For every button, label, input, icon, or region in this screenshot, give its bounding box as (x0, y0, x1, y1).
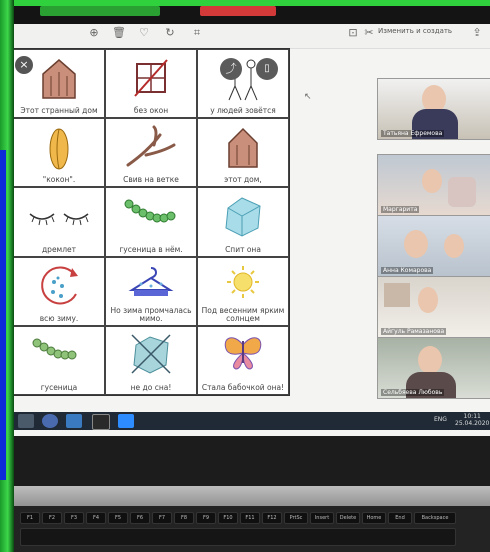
card-11 (105, 257, 197, 326)
participant-name: Татьяна Ефремова (383, 130, 443, 137)
key[interactable]: PrtSc (284, 512, 308, 524)
participant-tile-2[interactable] (377, 154, 490, 216)
top-bar-green-tab[interactable] (40, 6, 160, 16)
card-4 (13, 118, 105, 187)
participant-name: Сельбяева Любовь (383, 389, 443, 396)
house-icon (223, 125, 263, 169)
card-14 (105, 326, 197, 395)
key[interactable]: F6 (130, 512, 150, 524)
card-13 (13, 326, 105, 395)
ice-cube-icon (220, 194, 266, 238)
card-7 (13, 187, 105, 256)
card-caption: всю зиму. (39, 313, 79, 323)
key[interactable]: F10 (218, 512, 238, 524)
clock-date: 25.04.2020 (455, 420, 490, 427)
key[interactable]: F5 (108, 512, 128, 524)
sun-icon (223, 264, 263, 300)
key[interactable]: F2 (42, 512, 62, 524)
participant-tile-1[interactable] (377, 78, 490, 140)
edit-create-button[interactable]: Изменить и создать (378, 27, 453, 35)
card-15 (197, 326, 289, 395)
card-caption: не до сна! (130, 382, 172, 392)
key[interactable]: F11 (240, 512, 260, 524)
card-caption: Этот странный дом (20, 106, 98, 116)
crossed-cube-icon (128, 333, 174, 375)
card-caption: Стала бабочкой она! (201, 382, 285, 392)
zoom-icon[interactable]: ⊕ (89, 26, 99, 39)
card-1 (13, 49, 105, 118)
cycle-icon (36, 264, 82, 310)
mouse-cursor-icon: ↖ (304, 92, 312, 102)
crossed-window-icon (131, 56, 171, 100)
closed-eyes-icon (26, 202, 92, 232)
house-icon (39, 56, 79, 100)
participant-face (418, 287, 438, 313)
photos-app-icon[interactable] (66, 414, 82, 428)
yandex-browser-icon[interactable] (42, 414, 58, 428)
crop-icon[interactable]: ⌗ (193, 26, 201, 39)
background-picture (384, 283, 410, 307)
key[interactable]: F7 (152, 512, 172, 524)
key[interactable]: F8 (174, 512, 194, 524)
taskbar-clock[interactable] (455, 413, 489, 427)
windows-taskbar (14, 412, 490, 430)
participant-name: Маргарита (383, 206, 418, 213)
key[interactable]: F4 (86, 512, 106, 524)
key[interactable]: F12 (262, 512, 282, 524)
background-toy (448, 177, 476, 207)
key[interactable]: Delete (336, 512, 360, 524)
card-9 (197, 187, 289, 256)
key[interactable]: Insert (310, 512, 334, 524)
picture-card-grid (12, 48, 290, 396)
card-caption: Спит она (225, 244, 261, 254)
card-10 (13, 257, 105, 326)
bookmark-icon[interactable]: ▯ (256, 58, 278, 80)
participant-face (418, 346, 442, 374)
participant-tile-4[interactable] (377, 276, 490, 338)
participant-face (404, 230, 428, 258)
edit-create-icon[interactable]: ✂ (364, 26, 374, 39)
key[interactable]: Backspace (414, 512, 456, 524)
caterpillar-icon (121, 194, 181, 234)
key[interactable]: F9 (196, 512, 216, 524)
card-caption: гусеница в нём. (119, 244, 183, 254)
laptop-bezel (14, 436, 490, 488)
card-caption: без окон (133, 106, 169, 116)
card-3 (197, 49, 289, 118)
rotate-icon[interactable]: ↻ (165, 26, 175, 39)
share-circle-icon[interactable]: ⤴ (220, 58, 242, 80)
card-caption: Но зима промчалась мимо. (110, 305, 192, 323)
branch-icon (124, 125, 178, 167)
clock-time: 10:11 (463, 413, 481, 420)
participant-face (444, 234, 464, 258)
card-12 (197, 257, 289, 326)
card-caption: "кокон". (42, 175, 76, 185)
card-caption: Под весенним ярким солнцем (201, 305, 285, 323)
caterpillar-icon (29, 333, 89, 369)
card-8 (105, 187, 197, 256)
card-5 (105, 118, 197, 187)
card-caption: дремлет (42, 244, 76, 254)
heart-icon[interactable]: ♡ (139, 26, 149, 39)
key-row (20, 528, 456, 546)
key[interactable]: Home (362, 512, 386, 524)
card-caption: этот дом, (224, 175, 262, 185)
participant-face (422, 169, 442, 193)
card-caption: у людей зовётся (210, 106, 276, 116)
card-2 (105, 49, 197, 118)
slideshow-icon[interactable]: ⊡ (348, 26, 358, 39)
media-player-icon[interactable] (92, 414, 110, 430)
photo-edge-blue (0, 150, 6, 480)
trash-icon[interactable]: 🗑 (112, 26, 126, 39)
card-6 (197, 118, 289, 187)
key[interactable]: F3 (64, 512, 84, 524)
close-icon[interactable]: × (15, 56, 33, 74)
key[interactable]: End (388, 512, 412, 524)
butterfly-icon (220, 333, 266, 373)
snow-hanger-icon (126, 264, 176, 300)
cocoon-icon (44, 125, 74, 171)
laptop-hinge (14, 486, 490, 508)
top-bar-red-tab[interactable] (200, 6, 276, 16)
key[interactable]: F1 (20, 512, 40, 524)
participant-name: Айгуль Рамазанова (383, 328, 445, 335)
participant-name: Анна Комарова (383, 267, 432, 274)
input-language[interactable]: ENG (434, 416, 447, 423)
participant-tile-3[interactable] (377, 215, 490, 277)
participant-tile-5[interactable] (377, 337, 490, 399)
zoom-app-icon[interactable] (118, 414, 134, 428)
card-caption: гусеница (40, 382, 78, 392)
share-icon[interactable]: ⇪ (472, 26, 482, 39)
card-caption: Свив на ветке (123, 175, 179, 185)
start-button-icon[interactable] (18, 414, 34, 428)
